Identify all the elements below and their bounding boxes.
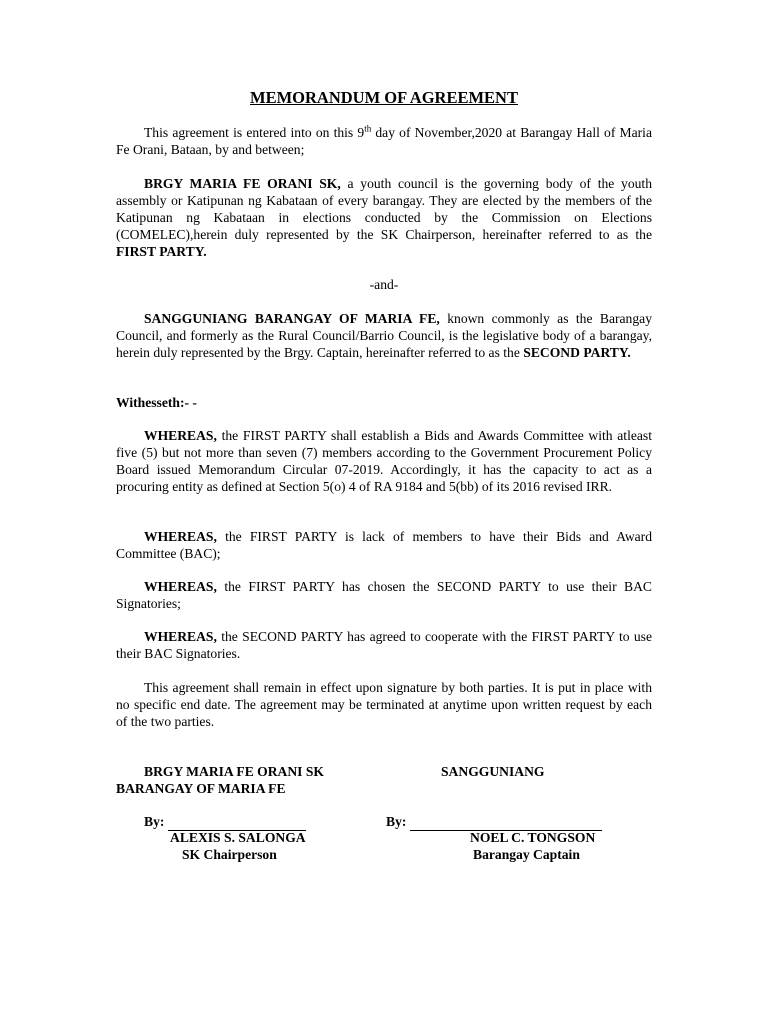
first-party-paragraph (116, 175, 652, 260)
whereas-lead: WHEREAS, (144, 529, 217, 544)
intro-paragraph (116, 124, 652, 158)
closing-paragraph: This agreement shall remain in effect upon signature by both parties. It is put in place with no specific end date. The agreement may be terminated at anytime upon written request by each of the two parties. (116, 680, 652, 729)
left-signatory-title (182, 846, 277, 863)
left-signatory-name (170, 829, 306, 846)
whereas-body: the FIRST PARTY has chosen the SECOND PARTY to use their BAC Signatories; (116, 579, 652, 611)
left-name-text: ALEXIS S. SALONGA (170, 830, 306, 845)
by-label: By: (386, 814, 407, 829)
whereas-clause (116, 427, 652, 495)
by-label: By: (144, 814, 165, 829)
first-party-name: BRGY MARIA FE ORANI SK, (144, 176, 341, 191)
first-party-label: FIRST PARTY. (116, 244, 207, 259)
second-party-body: known commonly as the Barangay Council, and formerly as the Rural Council/Barrio Council, is the legislative body of a barangay, herein duly represented by the Brgy. Captain, hereinafter referred to as the (116, 311, 652, 360)
whereas-lead: WHEREAS, (144, 579, 217, 594)
witnesseth-text: Withesseth:- - (116, 395, 197, 410)
right-signatory-title (473, 846, 580, 863)
left-party-heading-cont (116, 780, 286, 797)
whereas-body: the FIRST PARTY shall establish a Bids and Awards Committee with atleast five (5) but not more than seven (7) members according to the Government Procurement Policy Board issued Memorandum Circular 07-2019. Accordingly, it has the capacity to act as a procuring entity as defined at Section 5(o) 4 of RA 9184 and 5(bb) of its 2016 revised IRR. (116, 428, 652, 494)
right-party-line1: SANGGUNIANG (441, 764, 545, 779)
whereas-lead: WHEREAS, (144, 428, 217, 443)
whereas-clause (116, 528, 652, 562)
whereas-body: the SECOND PARTY has agreed to cooperate with the FIRST PARTY to use their BAC Signatories. (116, 629, 652, 661)
intro-text-2: day of November,2020 at Barangay Hall of Maria Fe Orani, Bataan, by and between; (116, 125, 652, 157)
second-party-label: SECOND PARTY. (523, 345, 631, 360)
whereas-lead: WHEREAS, (144, 629, 217, 644)
left-party-line1: BRGY MARIA FE ORANI SK (144, 764, 325, 779)
right-signatory-name (470, 829, 595, 846)
left-party-heading (144, 763, 324, 780)
intro-text-1: This agreement is entered into on this 9 (144, 125, 365, 140)
witnesseth-heading (116, 394, 652, 411)
intro-superscript: th (364, 123, 372, 134)
whereas-clause (116, 578, 652, 612)
second-party-paragraph (116, 310, 652, 361)
left-party-line2: BARANGAY OF MARIA FE (116, 781, 286, 796)
left-title-text: SK Chairperson (182, 847, 277, 862)
whereas-body: the FIRST PARTY is lack of members to have their Bids and Award Committee (BAC); (116, 529, 652, 561)
second-party-name: SANGGUNIANG BARANGAY OF MARIA FE, (144, 311, 440, 326)
right-name-text: NOEL C. TONGSON (470, 830, 596, 845)
document-title: MEMORANDUM OF AGREEMENT (250, 88, 518, 107)
right-party-heading (441, 763, 544, 780)
right-title-text: Barangay Captain (473, 847, 580, 862)
whereas-clause (116, 628, 652, 662)
and-separator: -and- (369, 277, 399, 292)
first-party-body: a youth council is the governing body of the youth assembly or Katipunan ng Kabataan of every barangay. They are elected by the members of the Katipunan ng Kabataan in elections conducted by the Commission on Elections (COMELEC),herein duly represented by the SK Chairperson, hereinafter referred to as the (116, 176, 653, 242)
